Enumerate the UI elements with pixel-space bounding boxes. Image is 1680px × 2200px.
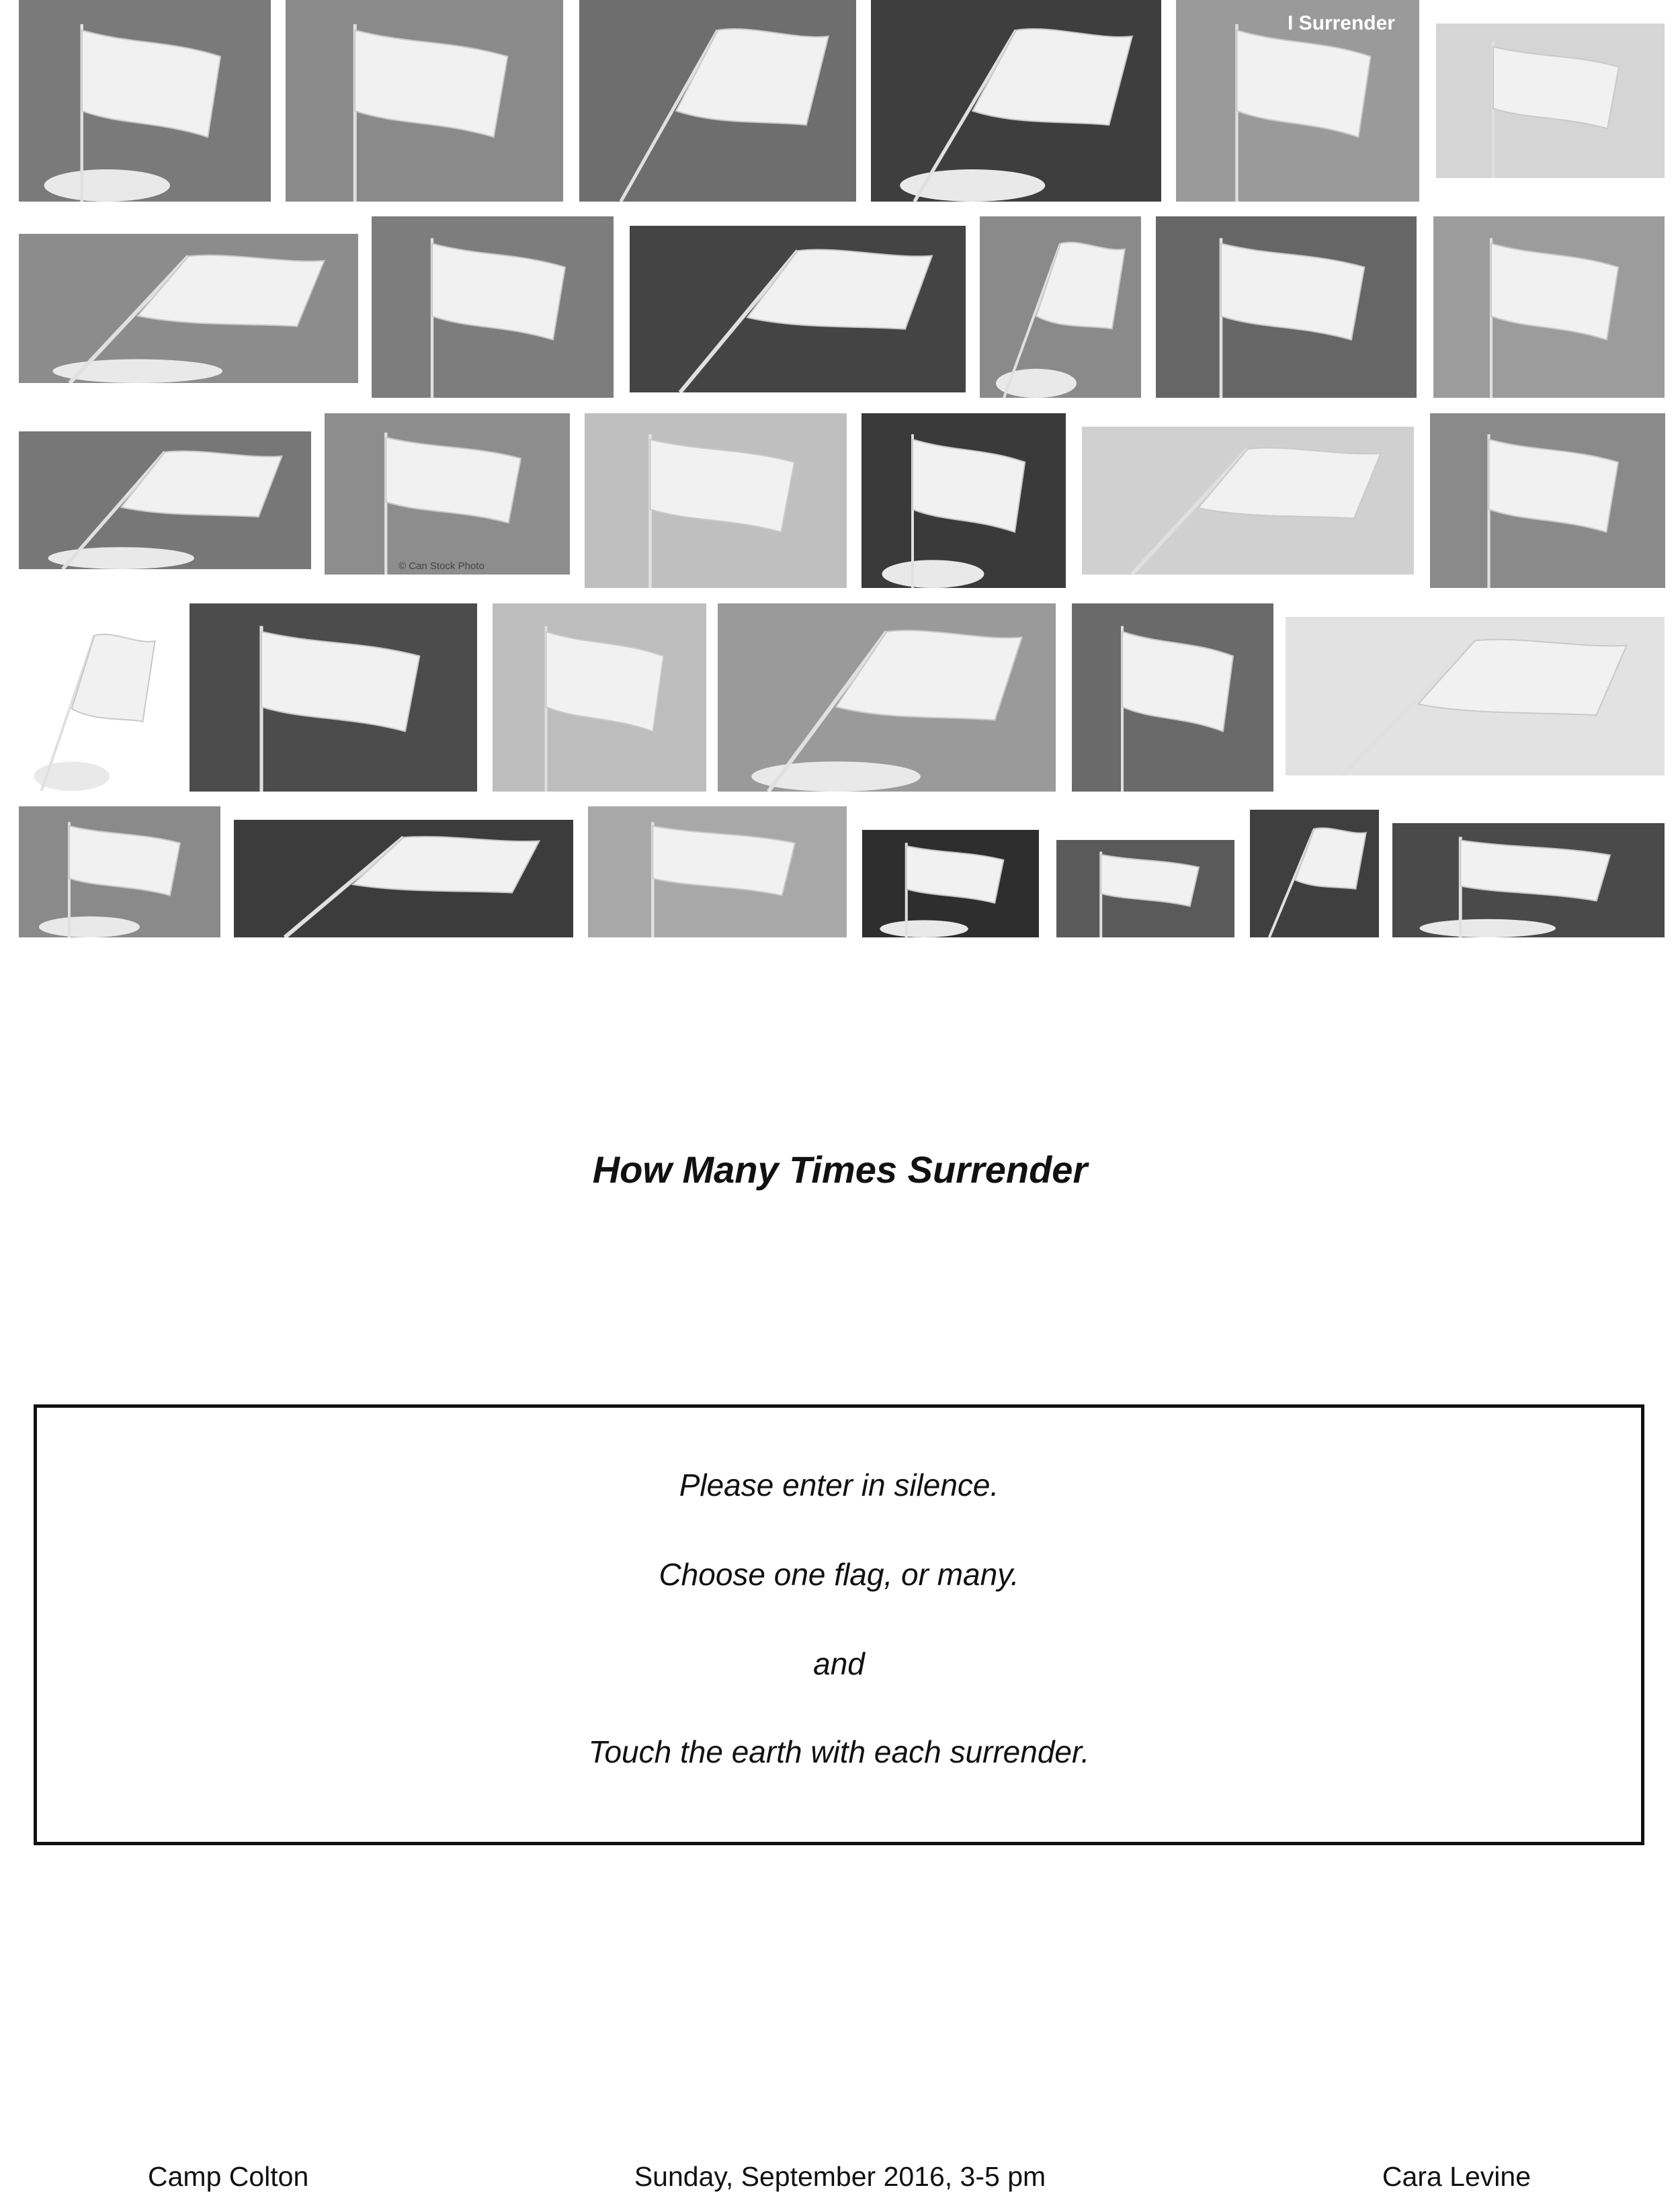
instructions-box <box>34 1404 1644 1845</box>
flag-photo <box>862 413 1066 588</box>
flag-photo <box>579 0 856 202</box>
flag-photo <box>1072 603 1273 792</box>
footer-artist: Cara Levine <box>1382 2161 1531 2192</box>
flag-photo <box>1286 617 1665 775</box>
flag-photo <box>718 603 1056 792</box>
flag-photo <box>1250 810 1379 937</box>
flag-photo <box>585 413 847 588</box>
photo-credit: © Can Stock Photo <box>398 560 485 572</box>
flag-photo <box>1176 0 1419 202</box>
flag-photo <box>19 0 271 202</box>
flag-photo <box>372 216 614 398</box>
instruction-touch-earth: Touch the earth with each surrender. <box>588 1734 1090 1769</box>
flag-photo <box>980 216 1141 398</box>
flag-photo <box>190 603 477 792</box>
instruction-choose-flag: Choose one flag, or many. <box>659 1557 1019 1592</box>
flag-photo <box>234 820 573 937</box>
footer-date-time: Sunday, September 2016, 3-5 pm <box>634 2161 1046 2192</box>
flag-photo <box>1082 427 1414 575</box>
flag-photo <box>1156 216 1417 398</box>
flag-photo <box>325 413 570 575</box>
white-flag-photo-collage <box>0 0 1680 937</box>
instruction-and: and <box>813 1646 865 1681</box>
flag-photo <box>493 603 706 792</box>
photo-caption-i-surrender: I Surrender <box>1287 12 1395 34</box>
flag-photo <box>1430 413 1665 588</box>
flag-photo <box>1056 840 1234 937</box>
flag-photo <box>1436 24 1665 178</box>
flag-photo <box>19 806 220 937</box>
flag-photo <box>19 431 311 569</box>
flag-photo <box>871 0 1161 202</box>
flag-photo <box>19 608 170 791</box>
flag-photo <box>286 0 563 202</box>
flag-photo <box>1433 216 1665 398</box>
footer-location: Camp Colton <box>148 2161 309 2192</box>
page-title: How Many Times Surrender <box>592 1148 1088 1191</box>
flag-photo <box>1392 823 1665 937</box>
flag-photo <box>630 226 966 392</box>
flag-photo <box>862 830 1039 937</box>
flag-photo <box>19 234 358 383</box>
instruction-enter-silence: Please enter in silence. <box>679 1468 999 1503</box>
flag-photo <box>588 806 847 937</box>
